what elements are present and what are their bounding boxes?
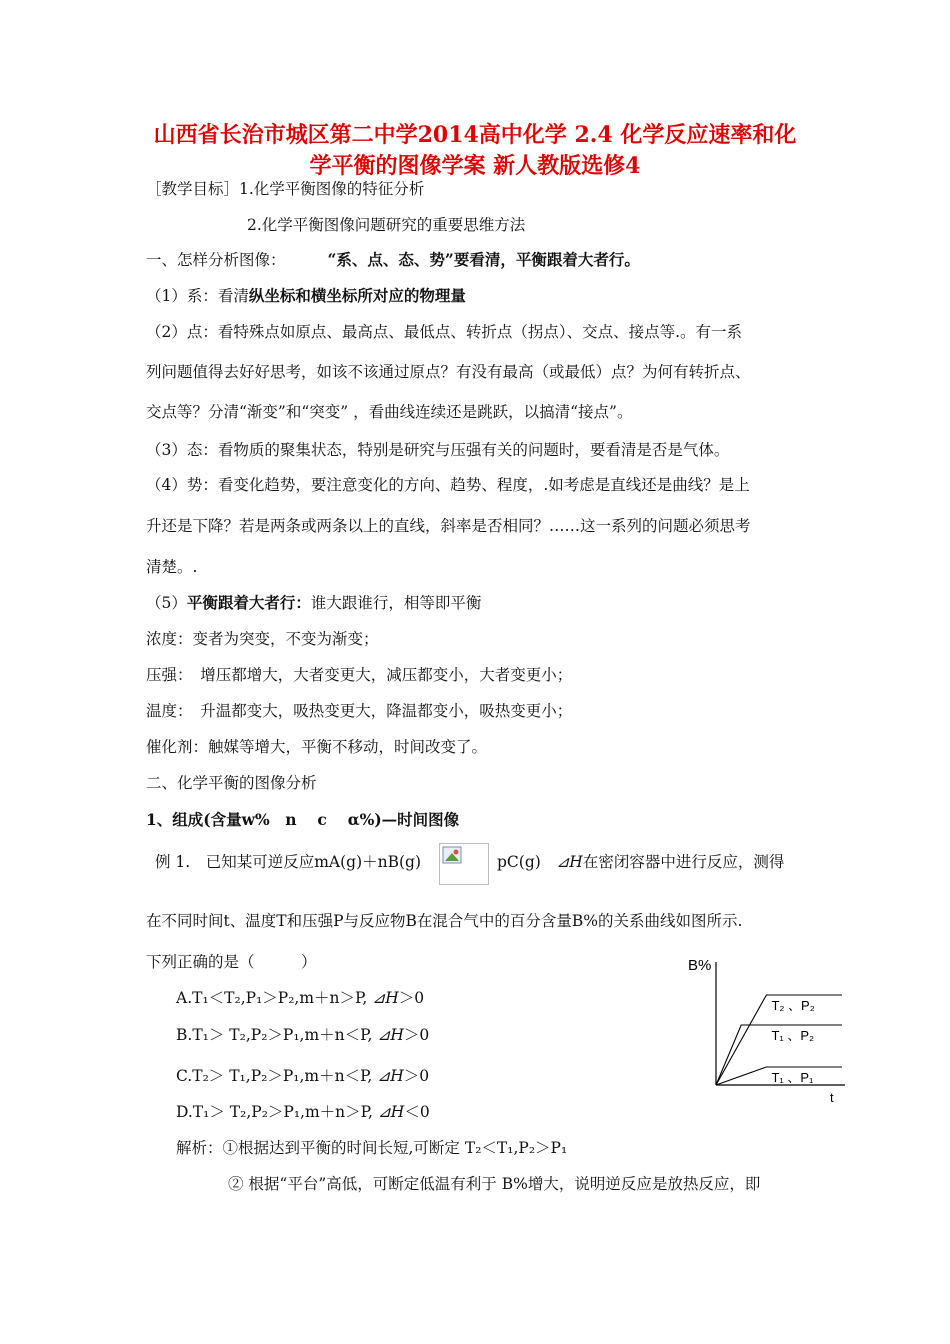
option-c-text: C.T₂＞ T₁,P₂＞P₁,m＋n＜P, [176,1067,373,1085]
point-4-line-2: 升还是下降？若是两条或两条以上的直线，斜率是否相同？……这一系列的问题必须思考 [146,517,751,535]
series-layer [716,995,842,1085]
example-line-1-rest: 在密闭容器中进行反应，测得 [582,853,785,871]
option-c-dh: ⊿H [377,1067,404,1085]
point-4-line-1: （4）势：看变化趋势，要注意变化的方向、趋势、程度，.如考虑是直线还是曲线？是上 [146,476,750,494]
y-axis-label: B% [688,957,712,974]
option-d [176,1102,430,1122]
option-c-sign: ＞0 [403,1067,430,1085]
equilibrium-arrow-image [439,843,489,885]
title-line-2: 学平衡的图像学案 新人教版选修4 [309,153,641,179]
point-1-bold: 纵坐标和横坐标所对应的物理量 [248,286,466,305]
example-dh: ⊿H [556,853,583,871]
option-d-text: D.T₁＞ T₂,P₂＞P₁,m＋n＞P, [176,1103,373,1121]
point-2-line-2: 列问题值得去好好思考，如该不该通过原点？有没有最高（或最低）点？为何有转折点、 [146,363,751,381]
section2-sub1: 1、组成(含量w% n c α%)—时间图像 [146,810,460,829]
series-label-2: T₁ 、P₂ [771,1028,815,1043]
rule-temperature: 温度： 升温都变大，吸热变更大，降温都变小，吸热变更小； [146,702,573,720]
example-line-2: 在不同时间t、温度T和压强P与反应物B在混合气中的百分含量B%的关系曲线如图所示. [146,912,743,930]
point-3: （3）态：看物质的聚集状态，特别是研究与压强有关的问题时，要看清是否是气体。 [146,441,730,459]
option-b [176,1025,429,1045]
option-d-sign: ＜0 [404,1103,430,1121]
option-b-text: B.T₁＞ T₂,P₂＞P₁,m＋n＜P, [176,1026,373,1044]
point-5 [146,593,481,613]
title-line-1: 山西省长治市城区第二中学2014高中化学 2.4 化学反应速率和化 [153,122,797,148]
example-line-1b [497,852,784,872]
option-a [176,988,424,1008]
option-a-text: A.T₁＜T₂,P₁＞P₂,m＋n＞P, [176,989,368,1007]
point-5-bold: 平衡跟着大者行： [186,593,311,612]
analysis-1: 解析：①根据达到平衡的时间长短,可断定 T₂＜T₁,P₂＞P₁ [176,1139,568,1157]
point-5-prefix: （5） [146,594,187,612]
option-a-sign: ＞0 [398,989,425,1007]
rule-pressure: 压强： 增压都增大，大者变更大，减压都变小，大者变更小； [146,666,573,684]
option-d-dh: ⊿H [377,1103,405,1121]
option-c [176,1066,429,1086]
option-b-sign: ＞0 [403,1026,430,1044]
series-label-3: T₁ 、P₁ [771,1070,814,1085]
point-4-line-3: 清楚。. [146,558,198,576]
analysis-2: ② 根据“平台”高低，可断定低温有利于 B%增大，说明逆反应是放热反应，即 [228,1175,761,1193]
objectives-line-1 [146,179,424,199]
series-label-1: T₂ 、P₂ [771,998,815,1013]
option-a-dh: ⊿H [372,989,399,1007]
rule-concentration: 浓度：变者为突变，不变为渐变； [146,630,379,648]
b-percent-time-chart [680,950,850,1110]
section2-heading: 二、化学平衡的图像分析 [146,774,317,792]
section1-heading-line [146,250,640,270]
example-line-3: 下列正确的是（ ） [146,953,317,971]
objectives-label: ［教学目标］ [146,180,240,198]
point-2-line-3: 交点等？分清“渐变”和“突变” ，看曲线连续还是跳跃，以搞清“接点”。 [146,403,633,421]
document-title [130,120,820,182]
point-2-line-1: （2）点：看特殊点如原点、最高点、最低点、转折点（拐点）、交点、接点等.。有一系 [146,323,743,341]
section1-motto: “系、点、态、势”要看清，平衡跟着大者行。 [327,250,640,269]
example-line-1a: 例 1. 已知某可逆反应mA(g)＋nB(g) [155,853,422,871]
objective-1: 1.化学平衡图像的特征分析 [239,180,425,198]
option-b-dh: ⊿H [377,1026,404,1044]
rule-catalyst: 催化剂：触媒等增大，平衡不移动，时间改变了。 [146,738,488,756]
section1-heading: 一、怎样分析图像： [146,251,286,269]
point-1 [146,286,466,306]
objective-2: 2.化学平衡图像问题研究的重要思维方法 [247,216,526,234]
example-product: pC(g) [497,853,557,871]
point-1-prefix: （1）系：看清 [146,287,249,305]
point-5-rest: 谁大跟谁行，相等即平衡 [310,594,482,612]
x-axis-label: t [830,1090,834,1105]
